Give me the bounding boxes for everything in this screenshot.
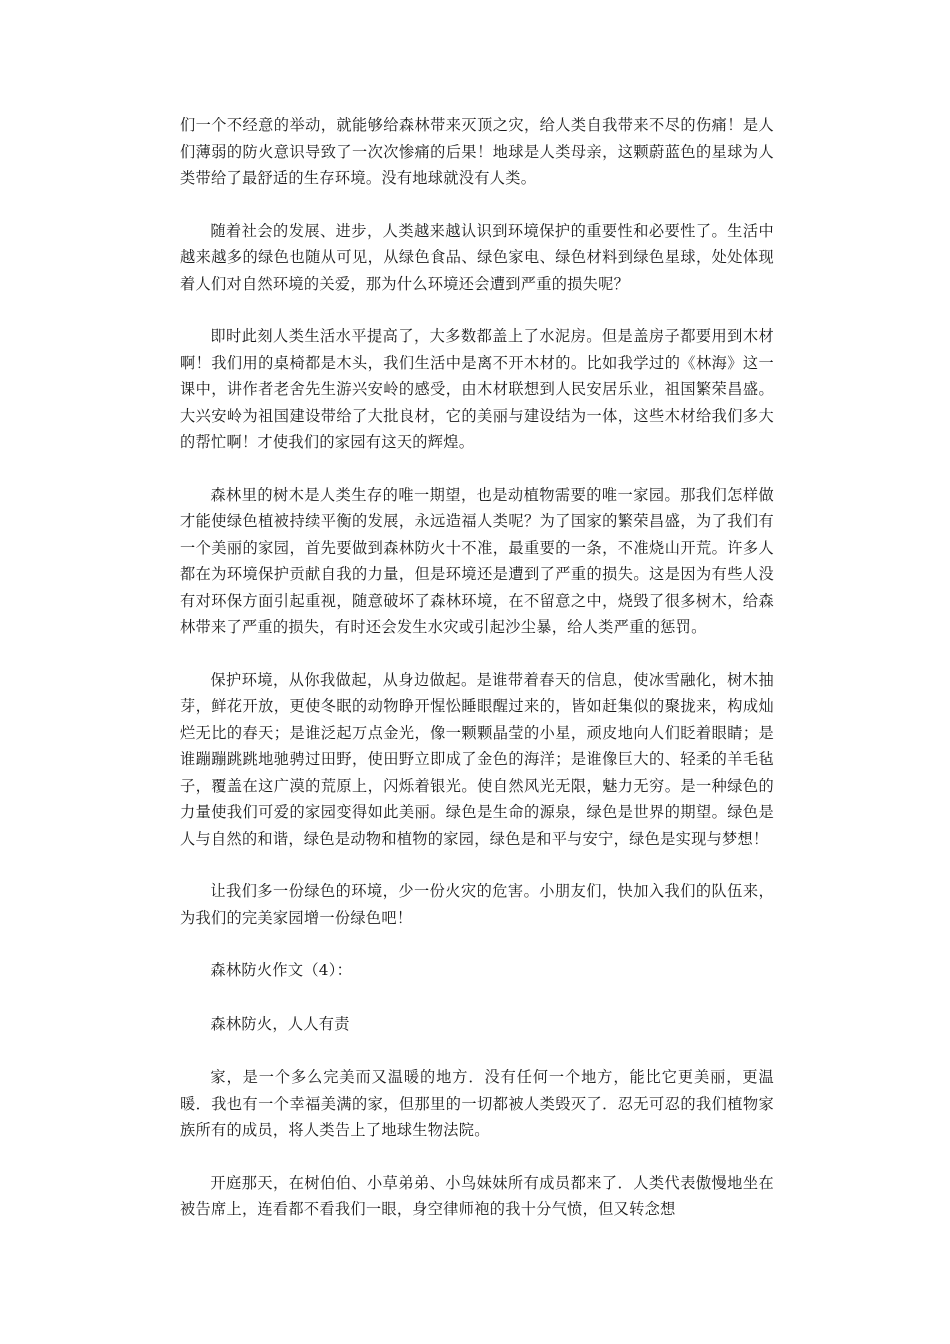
paragraph-timber: 即时此刻人类生活水平提高了，大多数都盖上了水泥房。但是盖房子都要用到木材啊！我们用的桌椅都是木头，我们生活中是离不开木材的。比如我学过的《林海》这一课中，讲作者老舍先生游兴安岭的感受，由木材联想到人民安居乐业，祖国繁荣昌盛。大兴安岭为祖国建设带给了大批良材，它的美丽与建设结为一体，这些木材给我们多大的帮忙啊！才使我们的家园有这天的辉煌。 bbox=[180, 327, 774, 451]
paragraph-social-development: 随着社会的发展、进步，人类越来越认识到环境保护的重要性和必要性了。生活中越来越多的绿色也随从可见，从绿色食品、绿色家电、绿色材料到绿色星球，处处体现着人们对自然环境的关爱，那为什么环境还会遭到严重的损失呢？ bbox=[180, 221, 774, 293]
essay-title: 森林防火，人人有责 bbox=[210, 1014, 350, 1033]
paragraph-call-to-action: 让我们多一份绿色的环境，少一份火灾的危害。小朋友们，快加入我们的队伍来，为我们的完美家园增一份绿色吧！ bbox=[180, 882, 774, 927]
paragraph-court-day: 开庭那天，在树伯伯、小草弟弟、小鸟妹妹所有成员都来了．人类代表傲慢地坐在被告席上，连看都不看我们一眼，身空律师袍的我十分气愤，但又转念想 bbox=[180, 1173, 774, 1218]
essay-heading: 森林防火作文（4）： bbox=[210, 961, 353, 979]
document-page bbox=[180, 112, 774, 1249]
paragraph-continuation: 们一个不经意的举动，就能够给森林带来灭顶之灾，给人类自我带来不尽的伤痛！是人们薄弱的防火意识导致了一次次惨痛的后果！地球是人类母亲，这颗蔚蓝色的星球为人类带给了最舒适的生存环境。没有地球就没有人类。 bbox=[180, 116, 774, 187]
paragraph-protect-environment: 保护环境，从你我做起，从身边做起。是谁带着春天的信息，使冰雪融化，树木抽芽，鲜花开放，更使冬眠的动物睁开惺忪睡眼醒过来的，皆如赶集似的聚拢来，构成灿烂无比的春天；是谁泛起万点金光，像一颗颗晶莹的小星，顽皮地向人们眨着眼睛；是谁蹦蹦跳跳地驰骋过田野，使田野立即成了金色的海洋；是谁像巨大的、轻柔的羊毛毡子，覆盖在这广漠的荒原上，闪烁着银光。使自然风光无限，魅力无穷。是一种绿色的力量使我们可爱的家园变得如此美丽。绿色是生命的源泉，绿色是世界的期望。绿色是人与自然的和谐，绿色是动物和植物的家园，绿色是和平与安宁，绿色是实现与梦想！ bbox=[180, 670, 774, 848]
paragraph-forest-trees: 森林里的树木是人类生存的唯一期望，也是动植物需要的唯一家园。那我们怎样做才能使绿色植被持续平衡的发展，永远造福人类呢？为了国家的繁荣昌盛，为了我们有一个美丽的家园，首先要做到森林防火十不准，最重要的一条，不准烧山开荒。许多人都在为环境保护贡献自我的力量，但是环境还是遭到了严重的损失。这是因为有些人没有对环保方面引起重视，随意破坏了森林环境，在不留意之中，烧毁了很多树木，给森林带来了严重的损失，有时还会发生水灾或引起沙尘暴，给人类严重的惩罚。 bbox=[180, 485, 774, 636]
paragraph-home: 家，是一个多么完美而又温暖的地方．没有任何一个地方，能比它更美丽，更温暖．我也有一个幸福美满的家，但那里的一切都被人类毁灭了．忍无可忍的我们植物家族所有的成员，将人类告上了地球生物法院。 bbox=[180, 1068, 774, 1139]
